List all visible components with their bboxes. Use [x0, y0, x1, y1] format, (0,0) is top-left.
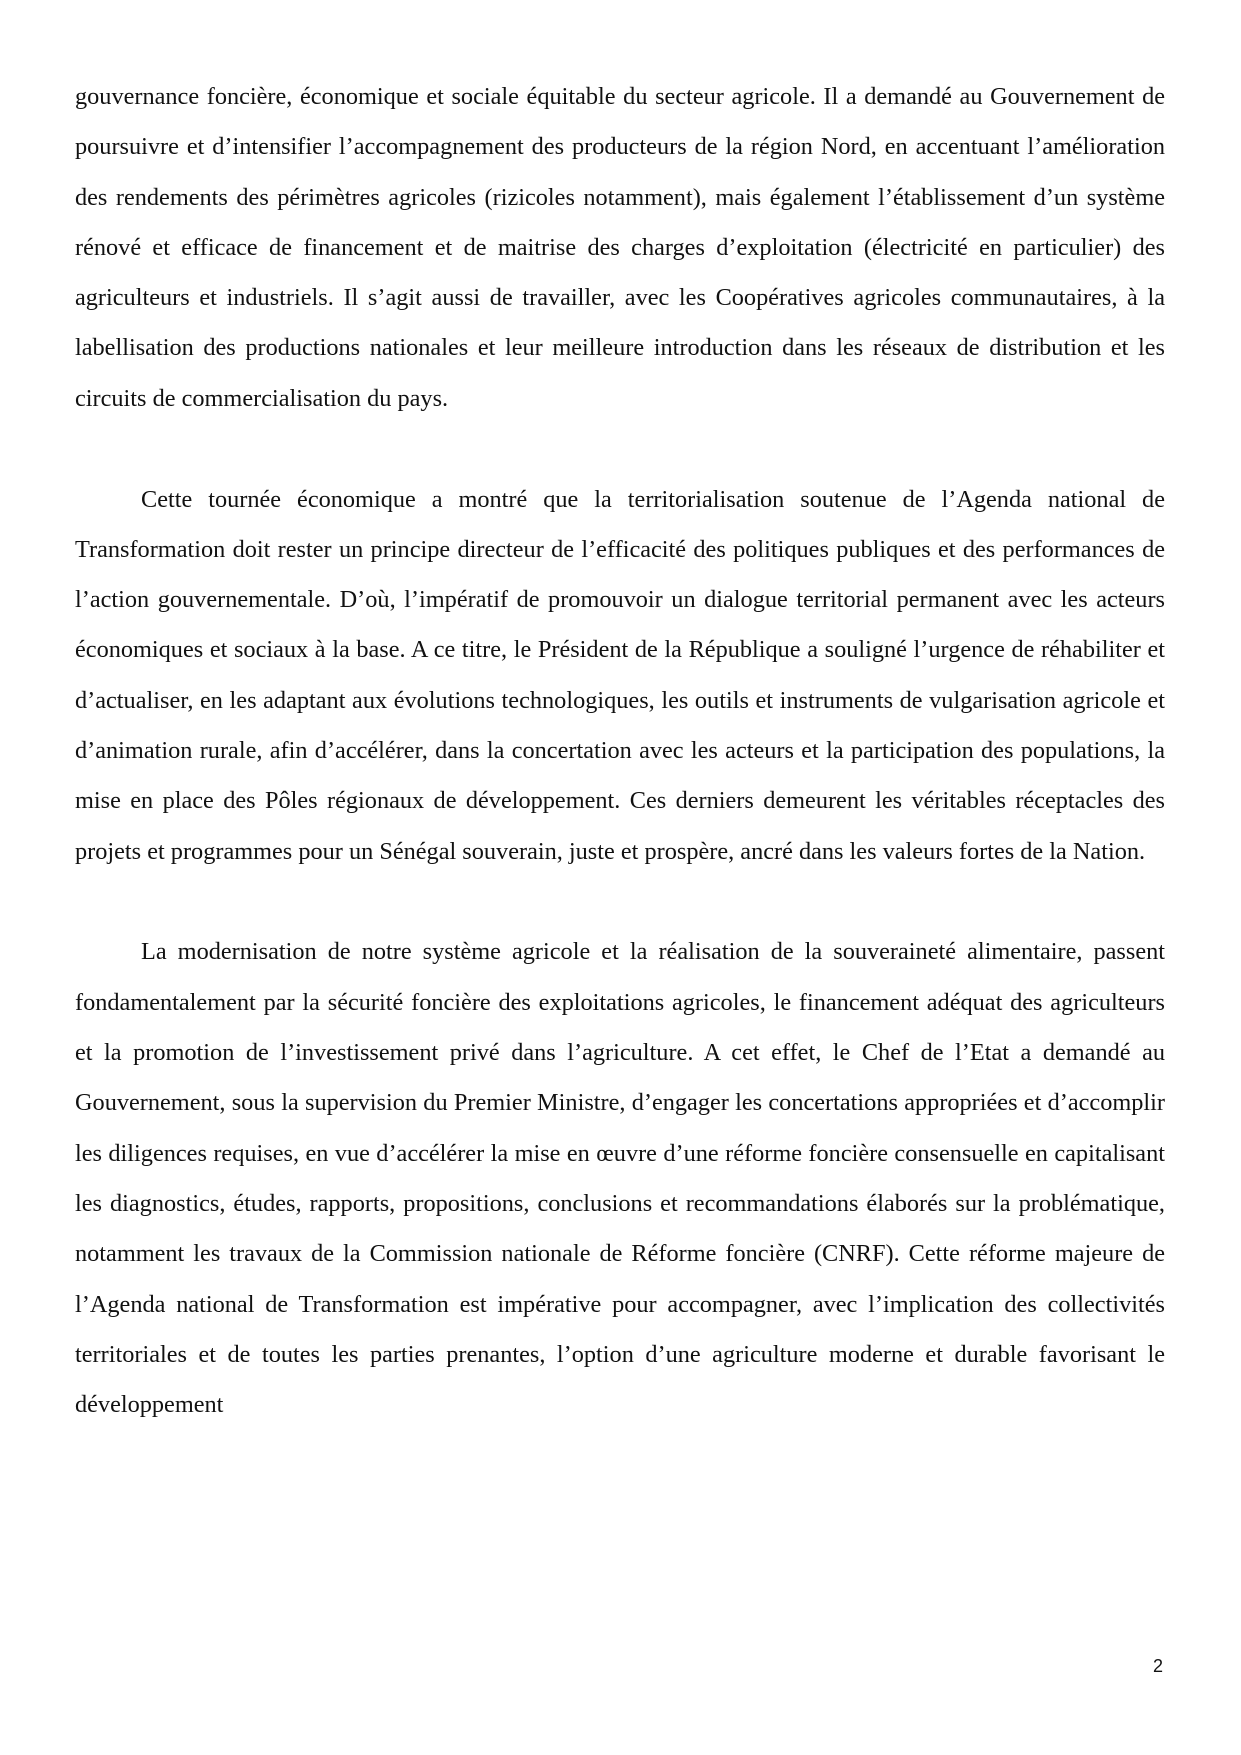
paragraph-gap: [75, 877, 1165, 928]
paragraph-1: gouvernance foncière, économique et sociale équitable du secteur agricole. Il a demandé au Gouvernement de poursuivre et d’intensifier l’accompagnement des producteurs de la région Nord, en accentuant l’amélioration des rendements des périmètres agricoles (rizicoles notamment), mais également l’établissement d’un système rénové et efficace de financement et de maitrise des charges d’exploitation (électricité en particulier) des agriculteurs et industriels. Il s’agit aussi de travailler, avec les Coopératives agricoles communautaires, à la labellisation des productions nationales et leur meilleure introduction dans les réseaux de distribution et les circuits de commercialisation du pays.: [75, 83, 1165, 412]
paragraph-2: Cette tournée économique a montré que la territorialisation soutenue de l’Agenda national de Transformation doit rester un principe directeur de l’efficacité des politiques publiques et des performances de l’action gouvernementale. D’où, l’impératif de promouvoir un dialogue territorial permanent avec les acteurs économiques et sociaux à la base. A ce titre, le Président de la République a souligné l’urgence de réhabiliter et d’actualiser, en les adaptant aux évolutions technologiques, les outils et instruments de vulgarisation agricole et d’animation rurale, afin d’accélérer, dans la concertation avec les acteurs et la participation des populations, la mise en place des Pôles régionaux de développement. Ces derniers demeurent les véritables réceptacles des projets et programmes pour un Sénégal souverain, juste et prospère, ancré dans les valeurs fortes de la Nation.: [75, 485, 1165, 865]
paragraph-3: La modernisation de notre système agricole et la réalisation de la souveraineté alimentaire, passent fondamentalement par la sécurité foncière des exploitations agricoles, le financement adéquat des agriculteurs et la promotion de l’investissement privé dans l’agriculture. A cet effet, le Chef de l’Etat a demandé au Gouvernement, sous la supervision du Premier Ministre, d’engager les concertations appropriées et d’accomplir les diligences requises, en vue d’accélérer la mise en œuvre d’une réforme foncière consensuelle en capitalisant les diagnostics, études, rapports, propositions, conclusions et recommandations élaborés sur la problématique, notamment les travaux de la Commission nationale de Réforme foncière (CNRF). Cette réforme majeure de l’Agenda national de Transformation est impérative pour accompagner, avec l’implication des collectivités territoriales et de toutes les parties prenantes, l’option d’une agriculture moderne et durable favorisant le développement: [75, 938, 1165, 1419]
page-body: [75, 72, 1165, 1430]
page-number: 2: [1152, 1656, 1163, 1676]
paragraph-gap: [75, 424, 1165, 475]
